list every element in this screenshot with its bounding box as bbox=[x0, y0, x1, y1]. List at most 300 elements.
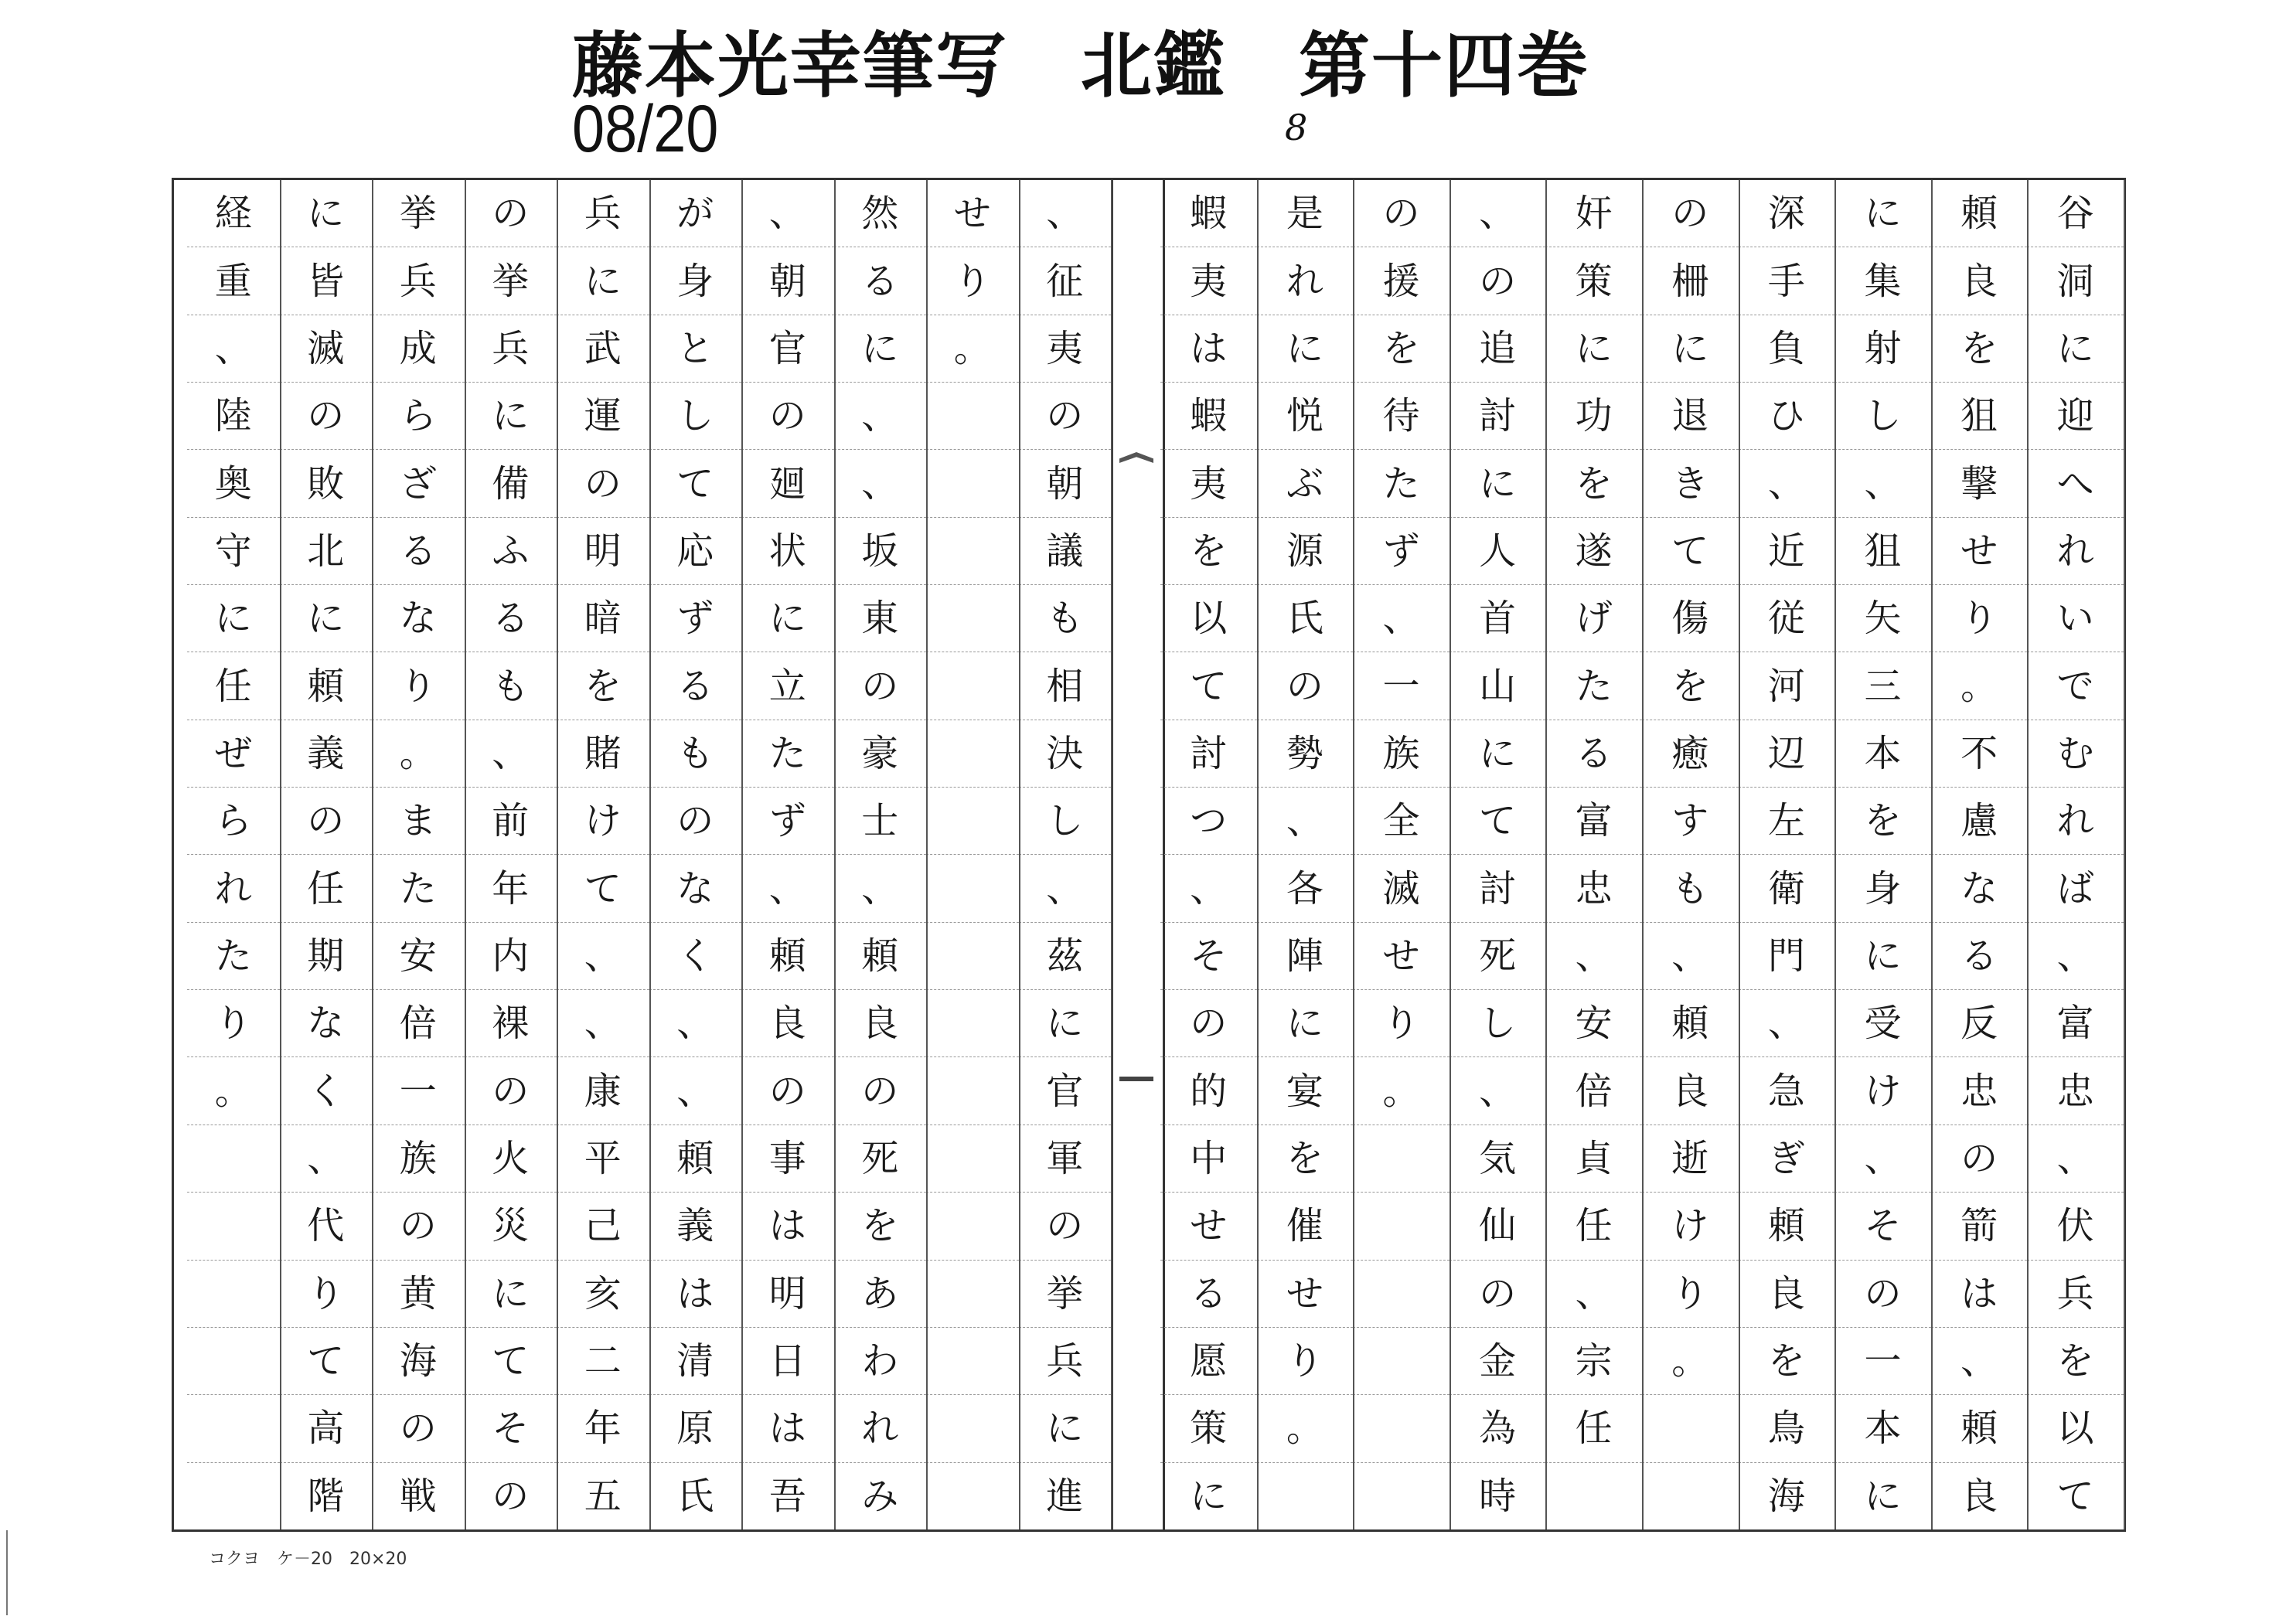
grid-cell bbox=[1353, 1395, 1449, 1462]
grid-cell: つ bbox=[1160, 788, 1257, 855]
grid-cell: の bbox=[649, 788, 742, 855]
grid-cell: 官 bbox=[1019, 1057, 1112, 1125]
grid-cell: る bbox=[649, 652, 742, 720]
grid-cell: ら bbox=[372, 383, 465, 450]
grid-cell: 安 bbox=[1545, 990, 1642, 1057]
grid-cell: 、 bbox=[557, 923, 649, 990]
grid-cell: 忠 bbox=[2027, 1057, 2124, 1125]
grid-cell: 武 bbox=[557, 315, 649, 383]
grid-cell: 、 bbox=[834, 450, 927, 517]
grid-cell bbox=[926, 1057, 1019, 1125]
grid-cell: し bbox=[649, 383, 742, 450]
grid-cell: せ bbox=[1160, 1193, 1257, 1260]
grid-cell: 、 bbox=[834, 383, 927, 450]
grid-cell: 明 bbox=[557, 518, 649, 585]
grid-cell: 夷 bbox=[1160, 450, 1257, 517]
grid-cell: を bbox=[1642, 652, 1739, 720]
grid-cell: を bbox=[1739, 1328, 1835, 1395]
grid-cell: 陸 bbox=[187, 383, 280, 450]
grid-cell: 戦 bbox=[399, 1474, 437, 1518]
page-number: 08/20 bbox=[572, 92, 719, 166]
grid-cell: 康 bbox=[557, 1057, 649, 1125]
grid-cell: 良 bbox=[741, 990, 834, 1057]
grid-cell: 狙 bbox=[1834, 518, 1931, 585]
grid-cell: 負 bbox=[1739, 315, 1835, 383]
grid-cell: 任 bbox=[187, 652, 280, 720]
grid-cell: く bbox=[280, 1057, 373, 1125]
grid-cell: は bbox=[741, 1395, 834, 1462]
grid-cell: れ bbox=[834, 1395, 927, 1462]
grid-cell: り bbox=[280, 1261, 373, 1328]
grid-cell: 是 bbox=[1257, 180, 1354, 247]
grid-cell: た bbox=[1545, 652, 1642, 720]
grid-cell: 氏 bbox=[1257, 585, 1354, 652]
grid-cell bbox=[1353, 1328, 1449, 1395]
grid-cell: る bbox=[1160, 1261, 1257, 1328]
grid-cell: に bbox=[1545, 315, 1642, 383]
grid-cell: な bbox=[372, 585, 465, 652]
grid-cell: 箭 bbox=[1931, 1193, 2028, 1260]
grid-cell: 追 bbox=[1449, 315, 1546, 383]
grid-cell: 、 bbox=[2027, 923, 2124, 990]
grid-cell: 挙 bbox=[465, 247, 557, 315]
grid-cell: し bbox=[1449, 990, 1546, 1057]
grid-cell: ば bbox=[2027, 855, 2124, 922]
grid-cell: 期 bbox=[280, 923, 373, 990]
grid-cell: も bbox=[465, 652, 557, 720]
grid-cell: 良 bbox=[1931, 247, 2028, 315]
grid-cell: 迎 bbox=[2027, 383, 2124, 450]
grid-cell: 奸 bbox=[1545, 180, 1642, 247]
grid-cell: 逝 bbox=[1642, 1125, 1739, 1193]
grid-cell: を bbox=[1353, 315, 1449, 383]
grid-cell: な bbox=[649, 855, 742, 922]
grid-cell bbox=[926, 788, 1019, 855]
grid-cell: に bbox=[465, 383, 557, 450]
grid-cell: 頼 bbox=[280, 652, 373, 720]
grid-cell bbox=[187, 1328, 280, 1395]
grid-cell: 茲 bbox=[1019, 923, 1112, 990]
grid-cell bbox=[187, 1463, 280, 1529]
grid-cell: れ bbox=[187, 855, 280, 922]
grid-cell: 宴 bbox=[1257, 1057, 1354, 1125]
grid-cell: 為 bbox=[1449, 1395, 1546, 1462]
grid-cell: の bbox=[1160, 990, 1257, 1057]
grid-cell: て bbox=[1160, 652, 1257, 720]
grid-cell: の bbox=[1353, 180, 1449, 247]
grid-cell: 集 bbox=[1834, 247, 1931, 315]
grid-cell: 状 bbox=[741, 518, 834, 585]
grid-cell: 左 bbox=[1739, 788, 1835, 855]
grid-cell: 以 bbox=[1160, 585, 1257, 652]
grid-cell: る bbox=[834, 247, 927, 315]
grid-cell: へ bbox=[2027, 450, 2124, 517]
grid-cell: ず bbox=[1353, 518, 1449, 585]
grid-cell bbox=[1545, 1463, 1642, 1529]
grid-cell: ひ bbox=[1739, 383, 1835, 450]
grid-cell: け bbox=[1642, 1193, 1739, 1260]
grid-cell: け bbox=[1834, 1057, 1931, 1125]
grid-cell: 任 bbox=[1545, 1193, 1642, 1260]
grid-cell: 蝦 bbox=[1160, 180, 1257, 247]
grid-cell: ぜ bbox=[187, 720, 280, 788]
manuscript-column bbox=[1739, 180, 1837, 1529]
gutter-line-icon bbox=[1119, 1077, 1153, 1081]
grid-cell: に bbox=[1019, 1395, 1112, 1462]
grid-cell: 、 bbox=[1160, 855, 1257, 922]
grid-cell: に bbox=[1864, 1474, 1902, 1518]
grid-cell: 征 bbox=[1019, 247, 1112, 315]
grid-cell: に bbox=[834, 315, 927, 383]
grid-cell bbox=[926, 1463, 1019, 1529]
grid-cell: 、 bbox=[741, 855, 834, 922]
grid-cell: 富 bbox=[2027, 990, 2124, 1057]
grid-cell bbox=[926, 1395, 1019, 1462]
grid-cell: 。 bbox=[187, 1057, 280, 1125]
grid-cell: み bbox=[861, 1474, 899, 1518]
grid-cell: な bbox=[280, 990, 373, 1057]
grid-cell: 、 bbox=[1642, 923, 1739, 990]
grid-cell: が bbox=[649, 180, 742, 247]
grid-cell: 夷 bbox=[1019, 315, 1112, 383]
grid-cell: ぎ bbox=[1739, 1125, 1835, 1193]
grid-cell: 頼 bbox=[834, 923, 927, 990]
grid-cell: 廻 bbox=[741, 450, 834, 517]
grid-cell: れ bbox=[2027, 788, 2124, 855]
grid-cell: り bbox=[187, 990, 280, 1057]
grid-cell: す bbox=[1642, 788, 1739, 855]
grid-cell: 備 bbox=[465, 450, 557, 517]
grid-cell: 死 bbox=[1449, 923, 1546, 990]
grid-cell: け bbox=[557, 788, 649, 855]
grid-cell: ま bbox=[372, 788, 465, 855]
grid-cell: 安 bbox=[372, 923, 465, 990]
grid-cell: 奥 bbox=[187, 450, 280, 517]
grid-cell: 士 bbox=[834, 788, 927, 855]
grid-cell: て bbox=[465, 1328, 557, 1395]
grid-cell: 経 bbox=[187, 180, 280, 247]
grid-cell: 各 bbox=[1257, 855, 1354, 922]
manuscript-column bbox=[926, 180, 1020, 1529]
grid-cell: 災 bbox=[465, 1193, 557, 1260]
grid-cell: で bbox=[2027, 652, 2124, 720]
grid-cell: 挙 bbox=[372, 180, 465, 247]
grid-cell: 近 bbox=[1739, 518, 1835, 585]
grid-cell: 滅 bbox=[280, 315, 373, 383]
grid-cell: 己 bbox=[557, 1193, 649, 1260]
grid-cell: 任 bbox=[1545, 1395, 1642, 1462]
grid-cell: の bbox=[372, 1395, 465, 1462]
grid-cell: 二 bbox=[557, 1328, 649, 1395]
grid-cell: せ bbox=[1257, 1261, 1354, 1328]
grid-cell: そ bbox=[465, 1395, 557, 1462]
grid-cell: 鳥 bbox=[1739, 1395, 1835, 1462]
grid-cell: の bbox=[834, 1057, 927, 1125]
grid-cell: に bbox=[465, 1261, 557, 1328]
grid-cell: 朝 bbox=[741, 247, 834, 315]
grid-cell bbox=[926, 1193, 1019, 1260]
grid-cell: 火 bbox=[465, 1125, 557, 1193]
grid-cell: の bbox=[1019, 1193, 1112, 1260]
grid-cell: の bbox=[741, 383, 834, 450]
grid-cell: 高 bbox=[280, 1395, 373, 1462]
grid-cell: 。 bbox=[926, 315, 1019, 383]
grid-cell: 、 bbox=[1545, 1261, 1642, 1328]
manuscript-column bbox=[280, 180, 374, 1529]
grid-cell: 全 bbox=[1353, 788, 1449, 855]
grid-cell: の bbox=[465, 1057, 557, 1125]
grid-cell: の bbox=[1642, 180, 1739, 247]
grid-cell: 頼 bbox=[1642, 990, 1739, 1057]
grid-cell: た bbox=[187, 923, 280, 990]
grid-cell: 敗 bbox=[280, 450, 373, 517]
grid-cell: に bbox=[280, 180, 373, 247]
grid-cell: 清 bbox=[649, 1328, 742, 1395]
grid-cell: 一 bbox=[372, 1057, 465, 1125]
grid-cell: り bbox=[1642, 1261, 1739, 1328]
grid-cell: わ bbox=[834, 1328, 927, 1395]
grid-cell: て bbox=[557, 855, 649, 922]
grid-cell: 海 bbox=[372, 1328, 465, 1395]
grid-cell: 、 bbox=[1449, 180, 1546, 247]
grid-cell: を bbox=[557, 652, 649, 720]
grid-cell: 任 bbox=[280, 855, 373, 922]
grid-cell: ぶ bbox=[1257, 450, 1354, 517]
grid-cell: た bbox=[1353, 450, 1449, 517]
grid-cell: 頼 bbox=[1739, 1193, 1835, 1260]
grid-cell bbox=[926, 1125, 1019, 1193]
grid-cell: の bbox=[280, 788, 373, 855]
grid-cell bbox=[926, 652, 1019, 720]
grid-cell: 五 bbox=[584, 1474, 622, 1518]
grid-cell bbox=[187, 1395, 280, 1462]
grid-cell: 、 bbox=[465, 720, 557, 788]
grid-cell: 、 bbox=[1739, 990, 1835, 1057]
grid-cell: を bbox=[2027, 1328, 2124, 1395]
grid-cell: た bbox=[741, 720, 834, 788]
grid-cell: 中 bbox=[1160, 1125, 1257, 1193]
grid-cell: 援 bbox=[1353, 247, 1449, 315]
grid-cell: は bbox=[741, 1193, 834, 1260]
grid-cell: 義 bbox=[649, 1193, 742, 1260]
grid-cell: る bbox=[372, 518, 465, 585]
grid-cell bbox=[1642, 1395, 1739, 1462]
grid-cell: の bbox=[1449, 247, 1546, 315]
grid-cell: 仙 bbox=[1449, 1193, 1546, 1260]
grid-cell: 、 bbox=[1019, 855, 1112, 922]
grid-cell: し bbox=[1019, 788, 1112, 855]
grid-cell: を bbox=[1931, 315, 2028, 383]
grid-cell: に bbox=[1257, 990, 1354, 1057]
grid-cell: 。 bbox=[1931, 652, 2028, 720]
grid-cell: 良 bbox=[1642, 1057, 1739, 1125]
grid-cell: 。 bbox=[1257, 1395, 1354, 1462]
grid-cell: 義 bbox=[280, 720, 373, 788]
grid-cell bbox=[926, 518, 1019, 585]
edge-mark bbox=[6, 1530, 8, 1615]
grid-cell: 。 bbox=[1353, 1057, 1449, 1125]
grid-cell: 兵 bbox=[372, 247, 465, 315]
grid-cell bbox=[1353, 1261, 1449, 1328]
grid-cell: 成 bbox=[372, 315, 465, 383]
grid-cell: 、 bbox=[649, 1057, 742, 1125]
grid-cell: 応 bbox=[649, 518, 742, 585]
grid-cell: の bbox=[280, 383, 373, 450]
grid-cell bbox=[1353, 1463, 1449, 1529]
grid-cell: 討 bbox=[1449, 855, 1546, 922]
grid-cell: 催 bbox=[1257, 1193, 1354, 1260]
manuscript-column bbox=[1019, 180, 1113, 1529]
grid-cell: 頼 bbox=[741, 923, 834, 990]
grid-cell: 矢 bbox=[1834, 585, 1931, 652]
grid-cell: 門 bbox=[1739, 923, 1835, 990]
grid-cell: 進 bbox=[1046, 1474, 1084, 1518]
grid-cell: を bbox=[1545, 450, 1642, 517]
manuscript-column bbox=[372, 180, 466, 1529]
grid-cell bbox=[926, 1261, 1019, 1328]
grid-cell: て bbox=[649, 450, 742, 517]
grid-cell: 遂 bbox=[1545, 518, 1642, 585]
grid-cell: 兵 bbox=[465, 315, 557, 383]
grid-cell: 伏 bbox=[2027, 1193, 2124, 1260]
grid-cell: 、 bbox=[1931, 1328, 2028, 1395]
manuscript-column bbox=[1449, 180, 1548, 1529]
grid-cell: 山 bbox=[1449, 652, 1546, 720]
grid-cell: に bbox=[1257, 315, 1354, 383]
grid-cell: を bbox=[1160, 518, 1257, 585]
grid-cell: 原 bbox=[649, 1395, 742, 1462]
grid-cell bbox=[1353, 1193, 1449, 1260]
grid-cell: 朝 bbox=[1019, 450, 1112, 517]
grid-cell: 族 bbox=[1353, 720, 1449, 788]
grid-cell: を bbox=[1257, 1125, 1354, 1193]
grid-cell: る bbox=[1545, 720, 1642, 788]
grid-cell: む bbox=[2027, 720, 2124, 788]
grid-cell: り bbox=[1353, 990, 1449, 1057]
manuscript-column bbox=[1545, 180, 1644, 1529]
grid-cell: 。 bbox=[1642, 1328, 1739, 1395]
grid-cell: は bbox=[1160, 315, 1257, 383]
grid-cell: 、 bbox=[1449, 1057, 1546, 1125]
grid-cell: そ bbox=[1160, 923, 1257, 990]
grid-cell: せ bbox=[1931, 518, 2028, 585]
manuscript-column bbox=[465, 180, 559, 1529]
grid-cell: 議 bbox=[1019, 518, 1112, 585]
grid-cell: 良 bbox=[1739, 1261, 1835, 1328]
grid-cell: 源 bbox=[1257, 518, 1354, 585]
grid-cell: 階 bbox=[307, 1474, 345, 1518]
manuscript-column bbox=[2027, 180, 2125, 1529]
grid-cell: 狙 bbox=[1931, 383, 2028, 450]
grid-cell: 富 bbox=[1545, 788, 1642, 855]
grid-cell: い bbox=[2027, 585, 2124, 652]
grid-cell: 辺 bbox=[1739, 720, 1835, 788]
grid-cell bbox=[187, 1193, 280, 1260]
grid-cell: げ bbox=[1545, 585, 1642, 652]
grid-cell: 、 bbox=[187, 315, 280, 383]
grid-cell: 愿 bbox=[1160, 1328, 1257, 1395]
grid-cell: 射 bbox=[1834, 315, 1931, 383]
grid-cell: 黄 bbox=[372, 1261, 465, 1328]
grid-cell: ず bbox=[649, 585, 742, 652]
grid-cell: 挙 bbox=[1019, 1261, 1112, 1328]
grid-cell: 退 bbox=[1642, 383, 1739, 450]
grid-cell: 守 bbox=[187, 518, 280, 585]
manuscript-column bbox=[1834, 180, 1933, 1529]
grid-cell: 決 bbox=[1019, 720, 1112, 788]
grid-cell: 吾 bbox=[768, 1474, 806, 1518]
grid-cell: 代 bbox=[280, 1193, 373, 1260]
grid-cell: 日 bbox=[741, 1328, 834, 1395]
grid-cell: し bbox=[1834, 383, 1931, 450]
grid-cell: 谷 bbox=[2027, 180, 2124, 247]
grid-cell: 三 bbox=[1834, 652, 1931, 720]
grid-cell: 金 bbox=[1449, 1328, 1546, 1395]
manuscript-column bbox=[1931, 180, 2029, 1529]
grid-cell: り bbox=[1931, 585, 2028, 652]
grid-cell: 内 bbox=[465, 923, 557, 990]
grid-cell: 待 bbox=[1353, 383, 1449, 450]
grid-cell: の bbox=[465, 180, 557, 247]
grid-cell: 頼 bbox=[1931, 1395, 2028, 1462]
grid-cell: に bbox=[1019, 990, 1112, 1057]
grid-cell: ふ bbox=[465, 518, 557, 585]
grid-cell: を bbox=[834, 1193, 927, 1260]
grid-cell: の bbox=[1019, 383, 1112, 450]
grid-cell: 重 bbox=[187, 247, 280, 315]
grid-cell: 傷 bbox=[1642, 585, 1739, 652]
grid-cell: の bbox=[834, 652, 927, 720]
grid-cell: あ bbox=[834, 1261, 927, 1328]
grid-cell: も bbox=[1642, 855, 1739, 922]
grid-cell: 然 bbox=[834, 180, 927, 247]
grid-cell: 、 bbox=[1257, 788, 1354, 855]
grid-cell: 、 bbox=[557, 990, 649, 1057]
grid-cell: き bbox=[1642, 450, 1739, 517]
grid-cell: 悦 bbox=[1257, 383, 1354, 450]
grid-cell bbox=[926, 990, 1019, 1057]
grid-cell: 一 bbox=[1353, 652, 1449, 720]
grid-cell: 一 bbox=[1834, 1328, 1931, 1395]
grid-cell: 、 bbox=[1353, 585, 1449, 652]
grid-cell: 宗 bbox=[1545, 1328, 1642, 1395]
grid-cell: 、 bbox=[741, 180, 834, 247]
grid-cell: 官 bbox=[741, 315, 834, 383]
grid-cell bbox=[926, 720, 1019, 788]
grid-cell: 癒 bbox=[1642, 720, 1739, 788]
grid-cell: り bbox=[926, 247, 1019, 315]
center-gutter bbox=[1111, 180, 1165, 1529]
paper-label: コクヨ ケ－20 20×20 bbox=[209, 1550, 407, 1569]
grid-cell: の bbox=[1449, 1261, 1546, 1328]
grid-cell: の bbox=[557, 450, 649, 517]
grid-cell: 人 bbox=[1449, 518, 1546, 585]
grid-cell: に bbox=[1642, 315, 1739, 383]
grid-cell: 首 bbox=[1449, 585, 1546, 652]
grid-cell: 的 bbox=[1160, 1057, 1257, 1125]
grid-cell: 軍 bbox=[1019, 1125, 1112, 1193]
grid-cell: 北 bbox=[280, 518, 373, 585]
grid-cell: せ bbox=[1353, 923, 1449, 990]
grid-cell: の bbox=[1834, 1261, 1931, 1328]
grid-cell: 不 bbox=[1931, 720, 2028, 788]
grid-cell: 時 bbox=[1479, 1474, 1517, 1518]
grid-cell: に bbox=[1449, 450, 1546, 517]
grid-cell: 、 bbox=[280, 1125, 373, 1193]
grid-cell: 良 bbox=[834, 990, 927, 1057]
grid-cell: 兵 bbox=[1019, 1328, 1112, 1395]
grid-cell: は bbox=[649, 1261, 742, 1328]
